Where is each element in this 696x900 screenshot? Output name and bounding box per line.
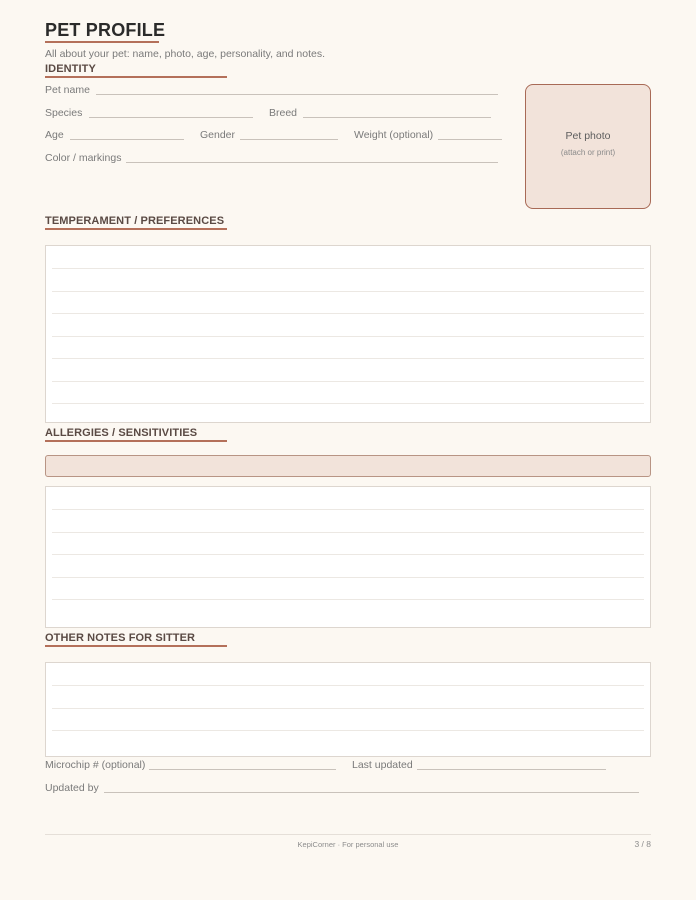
- writing-line: [52, 532, 644, 533]
- gender-label: Gender: [200, 129, 236, 141]
- microchip-field[interactable]: [149, 769, 336, 770]
- writing-line: [52, 358, 644, 359]
- age-field[interactable]: [70, 139, 184, 140]
- writing-line: [52, 336, 644, 337]
- page-subtitle: All about your pet: name, photo, age, personality, and notes.: [45, 48, 325, 60]
- sitter-notes-area[interactable]: [45, 662, 651, 757]
- writing-line: [52, 577, 644, 578]
- footer-divider: [45, 834, 651, 835]
- temperament-heading: TEMPERAMENT / PREFERENCES: [45, 215, 225, 227]
- updated-by-label: Updated by: [45, 782, 99, 794]
- pet-name-field[interactable]: [96, 94, 498, 95]
- writing-line: [52, 554, 644, 555]
- color-markings-field[interactable]: [126, 162, 498, 163]
- writing-line: [52, 708, 644, 709]
- writing-line: [52, 685, 644, 686]
- last-updated-field[interactable]: [417, 769, 606, 770]
- breed-field[interactable]: [303, 117, 491, 118]
- sitter-notes-heading: OTHER NOTES FOR SITTER: [45, 632, 196, 644]
- gender-field[interactable]: [240, 139, 338, 140]
- writing-line: [52, 509, 644, 510]
- pet-photo-label: Pet photo: [565, 130, 611, 142]
- allergies-underline: [45, 440, 227, 442]
- page-title: PET PROFILE: [45, 20, 166, 40]
- allergies-heading: ALLERGIES / SENSITIVITIES: [45, 427, 198, 439]
- allergies-highlight-bar[interactable]: [45, 455, 651, 477]
- writing-line: [52, 730, 644, 731]
- updated-by-field[interactable]: [104, 792, 639, 793]
- writing-line: [52, 268, 644, 269]
- writing-line: [52, 403, 644, 404]
- writing-line: [52, 313, 644, 314]
- color-markings-label: Color / markings: [45, 152, 122, 164]
- identity-underline: [45, 76, 227, 78]
- page-number: 3 / 8: [634, 839, 651, 849]
- temperament-underline: [45, 228, 227, 230]
- writing-line: [52, 381, 644, 382]
- species-label: Species: [45, 107, 83, 119]
- weight-label: Weight (optional): [354, 129, 434, 141]
- microchip-label: Microchip # (optional): [45, 759, 146, 771]
- sitter-notes-underline: [45, 645, 227, 647]
- temperament-notes-area[interactable]: [45, 245, 651, 423]
- identity-heading: IDENTITY: [45, 63, 96, 75]
- species-field[interactable]: [89, 117, 253, 118]
- title-underline: [45, 41, 159, 43]
- breed-label: Breed: [269, 107, 298, 119]
- footer-brand: KepiCorner · For personal use: [297, 840, 399, 849]
- writing-line: [52, 291, 644, 292]
- last-updated-label: Last updated: [352, 759, 413, 771]
- pet-photo-box[interactable]: [525, 84, 651, 209]
- allergies-notes-area[interactable]: [45, 486, 651, 628]
- weight-field[interactable]: [438, 139, 502, 140]
- writing-line: [52, 599, 644, 600]
- pet-name-label: Pet name: [45, 84, 90, 96]
- age-label: Age: [45, 129, 64, 141]
- pet-photo-hint: (attach or print): [560, 148, 616, 157]
